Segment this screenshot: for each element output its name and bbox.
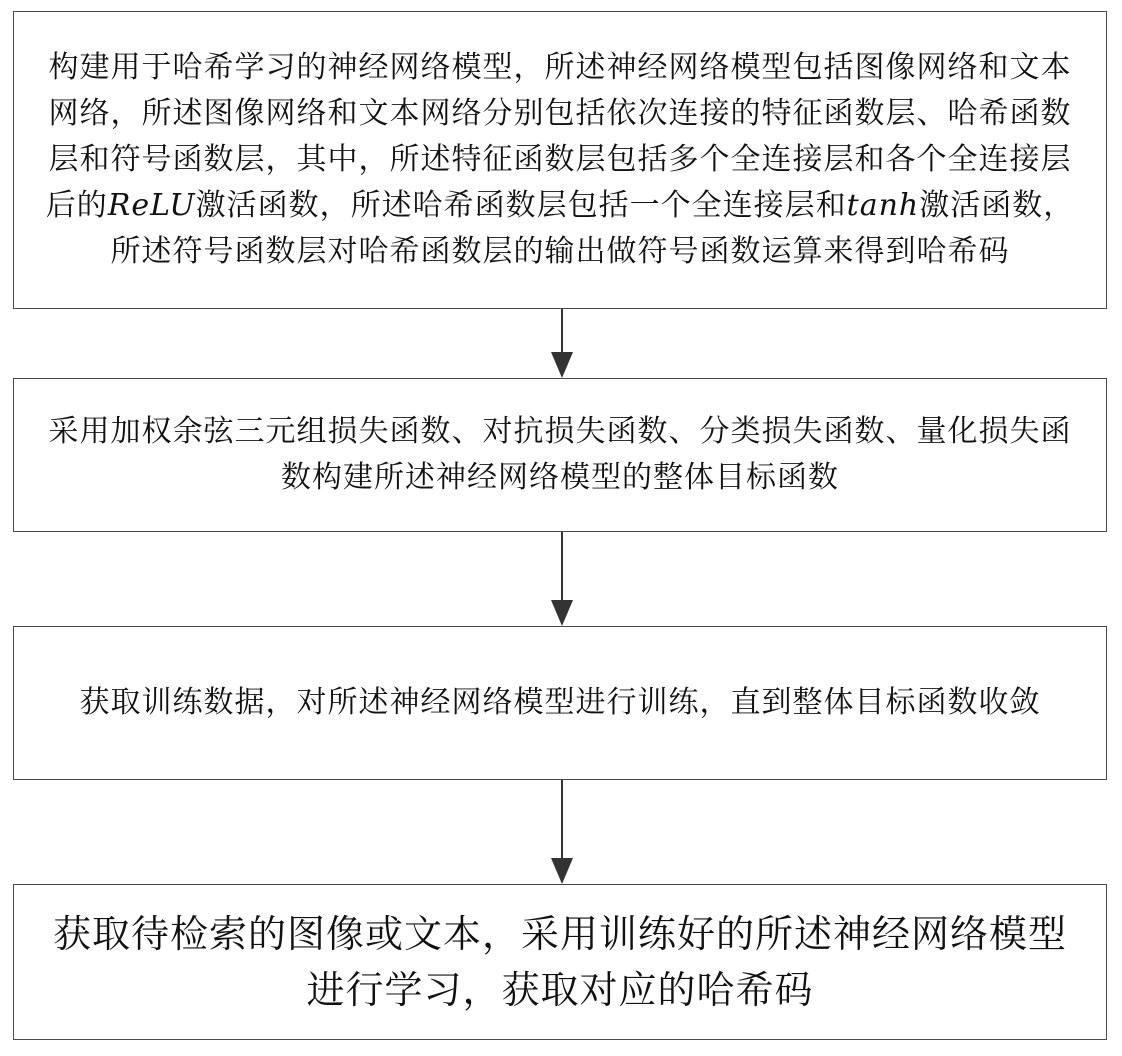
step-4-box — [13, 884, 1107, 1040]
down-arrow-2 — [561, 532, 563, 624]
relu-term: ReLU — [107, 188, 196, 223]
step-3-box — [13, 626, 1107, 780]
step-2-text: 采用加权余弦三元组损失函数、对抗损失函数、分类损失函数、量化损失函数构建所述神经网络模型的整体目标函数 — [48, 414, 1072, 495]
step-2-box — [13, 378, 1107, 532]
down-arrow-1 — [561, 309, 563, 376]
tanh-term: tanh — [846, 188, 920, 223]
step-4-text: 获取待检索的图像或文本，采用训练好的所述神经网络模型进行学习，获取对应的哈希码 — [52, 912, 1067, 1012]
step-1-box — [13, 11, 1107, 309]
step-3-text: 获取训练数据，对所述神经网络模型进行训练，直到整体目标函数收敛 — [79, 685, 1041, 720]
down-arrow-3 — [561, 780, 563, 882]
step-1-text: 构建用于哈希学习的神经网络模型，所述神经网络模型包括图像网络和文本网络，所述图像网络和文本网络分别包括依次连接的特征函数层、哈希函数层和符号函数层，其中，所述特征函数层包括多个全连接层和各个全连接层后的ReLU激活函数，所述哈希函数层包括一个全连接层和tanh激活函数，所述符号函数层对哈希函数层的输出做符号函数运算来得到哈希码 — [45, 50, 1075, 269]
